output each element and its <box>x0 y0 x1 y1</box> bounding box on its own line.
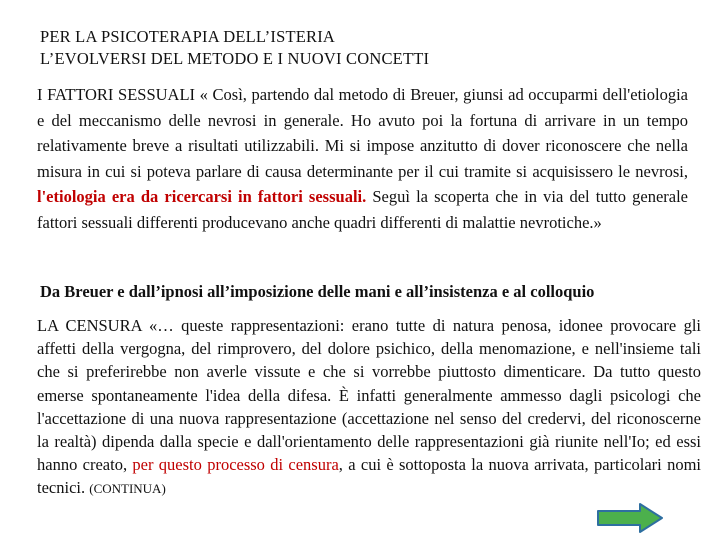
highlighted-text: per questo processo di censura <box>132 455 339 475</box>
highlighted-text: l'etiologia era da ricercarsi in fattori sessuali. <box>37 187 367 207</box>
section-text: «… queste rappresentazioni: erano tutte di natura penosa, idonee provocare gli affetti della vergogna, del rimprovero, del dolore psichico, della menomazione, e nell'insieme tali che si preferirebbe non averle vissute e che si vorrebbe piuttosto dimenticare. Da tutto questo emerse spontaneamente l'idea della difesa. È infatti generalmente ammesso dagli psicologi che l'accettazione di una nuova rappresentazione (accettazione nel senso del credervi, del riconoscerne la realtà) dipenda dalla specie e dall'orientamento delle rappresentazioni già riunite nell'Io; ed essi hanno creato, <box>37 316 701 475</box>
title-line-1: PER LA PSICOTERAPIA DELL’ISTERIA <box>40 27 336 46</box>
slide-title <box>40 26 429 70</box>
section-lead: LA CENSURA <box>37 316 142 335</box>
section-text: , a cui è sottoposta la nuova arrivata, particolari nomi tecnici. <box>37 455 701 498</box>
section-lead: I FATTORI SESSUALI <box>37 85 196 104</box>
continue-label: (CONTINUA) <box>89 481 166 497</box>
method-heading: Da Breuer e dall’ipnosi all’imposizione delle mani e all’insistenza e al colloquio <box>40 282 595 301</box>
section-text: « Così, partendo dal metodo di Breuer, giunsi ad occuparmi dell'etiologia e del meccanismo delle nevrosi in generale. Ho avuto poi la fortuna di arrivare in un tempo relativamente breve a risultati utilizzabili. Mi si impose anzitutto di dover riconoscere che nella misura in cui si poteva parlare di causa determinante per il cui tramite si acquisissero le nevrosi, <box>37 85 689 181</box>
right-arrow-icon[interactable] <box>596 502 664 534</box>
title-line-2: L’EVOLVERSI DEL METODO E I NUOVI CONCETTI <box>40 49 430 68</box>
section-text: Seguì la scoperta che in via del tutto generale fattori sessuali differenti producevano anche quadri differenti di malattie nevrotiche.» <box>37 187 688 232</box>
section-censorship <box>37 314 701 501</box>
section-sexual-factors <box>37 82 688 236</box>
